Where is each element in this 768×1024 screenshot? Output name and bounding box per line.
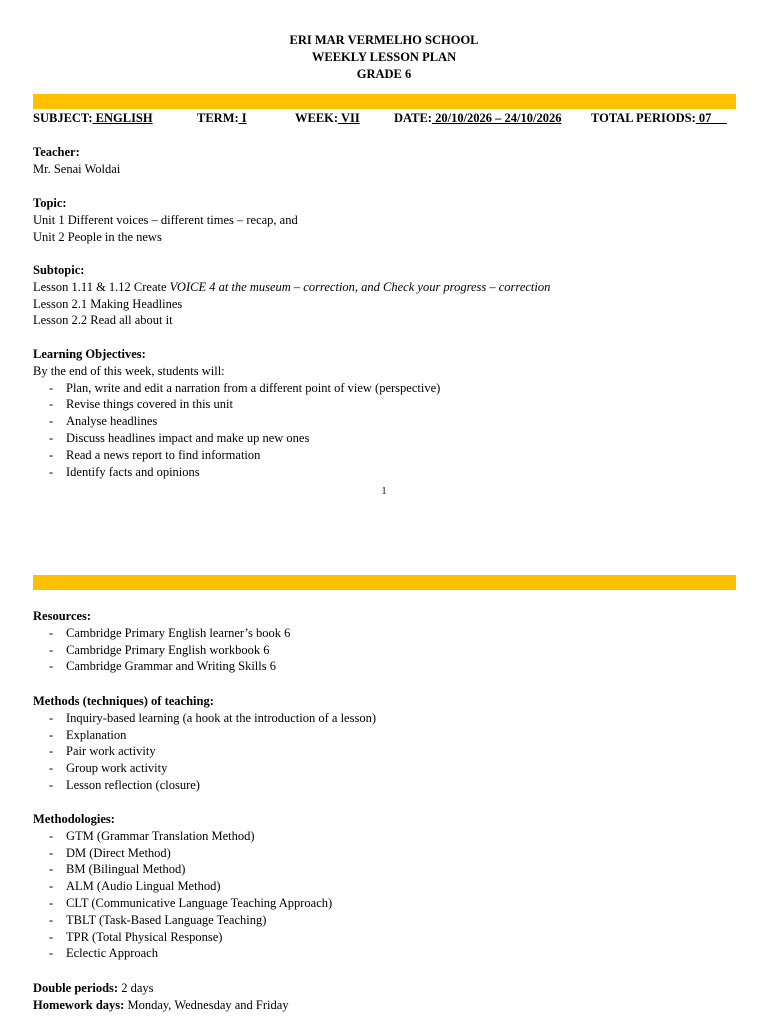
school-name: ERI MAR VERMELHO SCHOOL	[289, 33, 479, 47]
resources-heading: Resources:	[33, 609, 92, 623]
resources-section	[33, 608, 736, 675]
list-item: - GTM (Grammar Translation Method)	[33, 828, 736, 845]
objectives-heading: Learning Objectives:	[33, 347, 146, 361]
week-field	[295, 110, 360, 127]
list-item: - ALM (Audio Lingual Method)	[33, 878, 736, 895]
date-label: DATE:	[394, 111, 432, 125]
teacher-heading: Teacher:	[33, 145, 80, 159]
document-header	[0, 32, 768, 83]
topic-line: Unit 2 People in the news	[33, 229, 162, 244]
topic-line: Unit 1 Different voices – different times – recap, and	[33, 212, 298, 227]
homework-days-line	[33, 997, 736, 1014]
list-item: - Eclectic Approach	[33, 945, 736, 962]
date-value: 20/10/2026 – 24/10/2026	[431, 111, 562, 125]
list-item: - Discuss headlines impact and make up new ones	[33, 430, 736, 447]
objectives-list	[33, 380, 736, 481]
list-item: - TPR (Total Physical Response)	[33, 929, 736, 946]
term-field	[197, 110, 247, 127]
subject-value: ENGLISH	[92, 111, 153, 125]
subject-field	[33, 110, 153, 127]
subtopic-line	[33, 279, 736, 296]
double-periods-line	[33, 980, 736, 997]
list-item: - Lesson reflection (closure)	[33, 777, 736, 794]
page-number: 1	[381, 486, 387, 497]
list-item: - CLT (Communicative Language Teaching Approach)	[33, 895, 736, 912]
methodologies-heading: Methodologies:	[33, 812, 115, 826]
periods-label: TOTAL PERIODS:	[591, 111, 696, 125]
methods-heading: Methods (techniques) of teaching:	[33, 694, 214, 708]
methods-section	[33, 693, 736, 794]
list-item: - Explanation	[33, 727, 736, 744]
topic-section	[33, 195, 736, 245]
subject-label: SUBJECT:	[33, 111, 93, 125]
list-item: - Inquiry-based learning (a hook at the introduction of a lesson)	[33, 710, 736, 727]
periods-value: 07	[695, 111, 728, 125]
week-label: WEEK:	[295, 111, 339, 125]
page-two-band	[33, 575, 736, 590]
list-item: - Cambridge Primary English learner’s book 6	[33, 625, 736, 642]
periods-field	[591, 110, 727, 127]
teacher-name: Mr. Senai Woldai	[33, 161, 121, 176]
subtopic-line: Lesson 2.1 Making Headlines	[33, 296, 183, 311]
list-item: - Analyse headlines	[33, 413, 736, 430]
term-label: TERM:	[197, 111, 239, 125]
objectives-intro: By the end of this week, students will:	[33, 363, 225, 378]
methodologies-list	[33, 828, 736, 962]
plan-title: WEEKLY LESSON PLAN	[311, 50, 457, 64]
subtopic-line-plain: Lesson 1.11 & 1.12 Create	[33, 279, 170, 294]
subtopic-line: Lesson 2.2 Read all about it	[33, 313, 173, 328]
teacher-section	[33, 144, 736, 178]
header-band	[33, 94, 736, 109]
list-item: - BM (Bilingual Method)	[33, 861, 736, 878]
list-item: - Cambridge Primary English workbook 6	[33, 642, 736, 659]
date-field	[394, 110, 562, 127]
methodologies-section	[33, 811, 736, 962]
list-item: - DM (Direct Method)	[33, 845, 736, 862]
double-periods-label: Double periods:	[33, 981, 119, 995]
homework-days-value: Monday, Wednesday and Friday	[124, 997, 289, 1012]
subtopic-line-italic: VOICE 4 at the museum – correction, and Check your progress – correction	[169, 279, 551, 294]
resources-list	[33, 625, 736, 675]
week-value: VII	[338, 111, 360, 125]
list-item: - Revise things covered in this unit	[33, 396, 736, 413]
list-item: - Cambridge Grammar and Writing Skills 6	[33, 658, 736, 675]
list-item: - Plan, write and edit a narration from a different point of view (perspective)	[33, 380, 736, 397]
topic-heading: Topic:	[33, 196, 67, 210]
list-item: - TBLT (Task-Based Language Teaching)	[33, 912, 736, 929]
info-row	[33, 110, 736, 127]
list-item: - Read a news report to find information	[33, 447, 736, 464]
grade-title: GRADE 6	[356, 67, 412, 81]
list-item: - Pair work activity	[33, 743, 736, 760]
methods-list	[33, 710, 736, 794]
term-value: I	[238, 111, 247, 125]
subtopic-heading: Subtopic:	[33, 263, 85, 277]
objectives-section	[33, 346, 736, 480]
homework-days-label: Homework days:	[33, 997, 125, 1012]
double-periods-value: 2 days	[118, 981, 154, 995]
schedule-section	[33, 980, 736, 1014]
list-item: - Group work activity	[33, 760, 736, 777]
subtopic-section	[33, 262, 736, 329]
list-item: - Identify facts and opinions	[33, 464, 736, 481]
